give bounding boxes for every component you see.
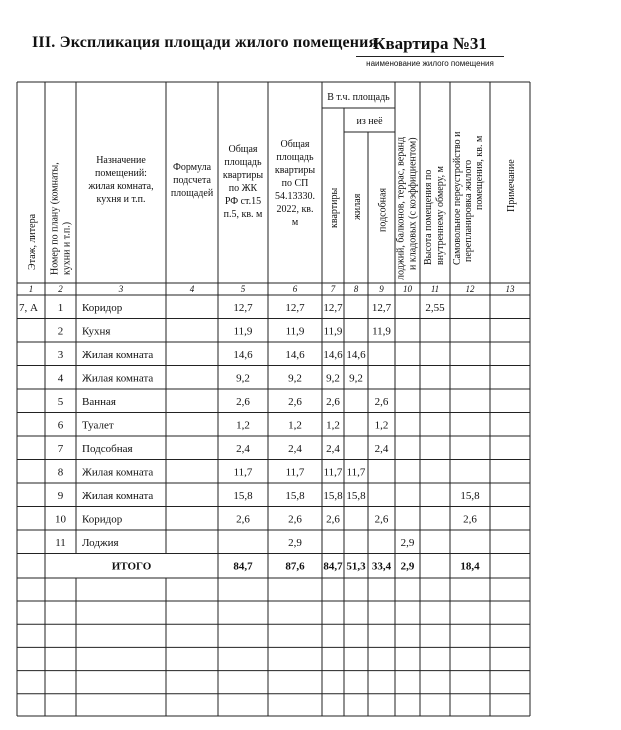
room-name: Ванная xyxy=(82,396,116,408)
cell-value: 14,6 xyxy=(285,349,305,361)
cell-value: 5 xyxy=(57,396,64,408)
header-purpose: кухня и т.п. xyxy=(96,194,146,205)
cell-value: 12,7 xyxy=(323,302,343,314)
header-apartments: квартиры xyxy=(329,187,340,228)
cell-value: 2,6 xyxy=(288,396,302,408)
cell-value: 15,8 xyxy=(323,490,343,502)
cell-value: 12,7 xyxy=(233,302,253,314)
header-room-no: Номер по плану (комнаты, xyxy=(49,162,61,275)
header-auxiliary: подсобная xyxy=(377,187,389,232)
header-area-zk: РФ ст.15 xyxy=(224,196,262,207)
header-area-sp: 54.13330. xyxy=(275,191,315,202)
header-area-zk: по ЖК xyxy=(228,183,258,194)
column-number: 5 xyxy=(240,284,246,294)
header-formula: подсчета xyxy=(173,175,211,186)
header-formula: Формула xyxy=(172,162,212,173)
cell-value: 2,9 xyxy=(288,537,302,549)
cell-value: 14,6 xyxy=(323,349,343,361)
column-number: 8 xyxy=(353,284,359,294)
header-self-built: помещения, кв. м xyxy=(474,135,485,210)
header-area-zk: площадь xyxy=(224,157,262,168)
cell-value: 7 xyxy=(57,443,64,455)
cell-value: 15,8 xyxy=(233,490,253,502)
cell-value: 1,2 xyxy=(288,419,302,432)
cell-value: 9,2 xyxy=(349,372,363,385)
header-area-sp: площадь xyxy=(276,152,314,163)
header-area-zk: Общая xyxy=(228,144,258,155)
header-self-built: перепланировка жилого xyxy=(463,159,474,262)
cell-value: 11,7 xyxy=(233,466,253,479)
header-purpose: помещений: xyxy=(95,168,147,179)
cell-value: 9,2 xyxy=(288,372,302,385)
header-height: Высота помещения по xyxy=(423,169,434,265)
room-name: Подсобная xyxy=(82,443,133,455)
cell-value: 9,2 xyxy=(236,372,250,385)
cell-value: 1 xyxy=(57,302,64,314)
column-number: 4 xyxy=(189,284,195,294)
total-value: 84,7 xyxy=(233,560,253,573)
cell-value: 14,6 xyxy=(346,349,366,361)
column-numbers xyxy=(29,284,515,294)
room-name: Кухня xyxy=(82,325,111,338)
cell-value: 1,2 xyxy=(326,419,340,432)
cell-value: 9 xyxy=(57,490,64,502)
room-name: Жилая комната xyxy=(82,490,154,502)
total-value: 87,6 xyxy=(285,560,305,573)
column-number: 10 xyxy=(403,284,412,294)
cell-value: 2,4 xyxy=(288,443,302,455)
cell-value: 12,7 xyxy=(285,302,305,314)
cell-value: 2,6 xyxy=(374,396,389,408)
document-title: III. Экспликация площади жилого помещения xyxy=(32,34,378,51)
header-purpose: жилая комната, xyxy=(88,181,154,192)
table-body xyxy=(19,302,480,573)
cell-value: 11 xyxy=(55,537,66,549)
room-name: Лоджия xyxy=(82,537,119,549)
header-purpose: Назначение xyxy=(96,155,146,166)
header-loggias: и кладовых (с коэффициентом) xyxy=(407,137,419,270)
cell-value: 2,6 xyxy=(236,396,250,408)
cell-value: 14,6 xyxy=(233,349,253,361)
cell-value: 12,7 xyxy=(371,302,392,314)
cell-value: 2,6 xyxy=(374,513,389,526)
header-area-sp: квартиры xyxy=(274,165,316,176)
header-self-built: Самовольное переустройство и xyxy=(452,131,463,265)
cell-value: 4 xyxy=(57,372,64,385)
header-note: Примечание xyxy=(506,159,517,212)
header-area-sp: м xyxy=(291,217,299,228)
column-number: 12 xyxy=(465,284,475,294)
header-area-zk: квартиры xyxy=(222,170,264,181)
cell-value: 2,4 xyxy=(236,443,250,455)
header-area-sp: Общая xyxy=(280,139,310,150)
header-area-sp: по СП xyxy=(281,178,309,189)
cell-value: 9,2 xyxy=(326,372,340,385)
header-loggias: лоджий, балконов, террас, веранд xyxy=(395,136,407,280)
cell-value: 15,8 xyxy=(285,490,305,502)
cell-value: 3 xyxy=(57,349,64,361)
cell-value: 11,9 xyxy=(372,325,391,338)
cell-value: 11,9 xyxy=(285,325,305,338)
total-value: 84,7 xyxy=(323,560,343,573)
cell-value: 1,2 xyxy=(374,419,389,432)
room-name: Жилая комната xyxy=(82,372,154,385)
total-value: 33,4 xyxy=(371,560,392,573)
room-name: Жилая комната xyxy=(82,466,154,479)
cell-value: 2,9 xyxy=(400,537,415,549)
column-number: 2 xyxy=(58,284,63,294)
cell-value: 2,6 xyxy=(326,396,340,408)
cell-value: 2,6 xyxy=(463,513,477,526)
column-number: 1 xyxy=(28,284,34,294)
cell-value: 15,8 xyxy=(460,490,480,502)
header-living: жилая xyxy=(352,193,363,220)
cell-value: 2,55 xyxy=(425,302,445,314)
cell-value: 15,8 xyxy=(346,490,366,502)
header-area-zk: п.5, кв. м xyxy=(223,209,263,220)
apartment-caption: наименование жилого помещения xyxy=(366,59,494,68)
cell-value: 1,2 xyxy=(236,419,250,432)
header-floor: Этаж, литера xyxy=(27,213,38,270)
cell-value: 10 xyxy=(55,513,66,526)
column-number: 13 xyxy=(505,284,515,294)
header-incl: В т.ч. площадь xyxy=(327,92,390,103)
cell-value: 2,6 xyxy=(326,513,340,526)
column-number: 9 xyxy=(379,284,384,294)
cell-value: 6 xyxy=(57,419,64,432)
cell-value: 2 xyxy=(57,325,64,338)
floor-value: 7, А xyxy=(19,302,38,314)
column-number: 6 xyxy=(292,284,298,294)
cell-value: 8 xyxy=(57,466,64,479)
room-name: Коридор xyxy=(82,302,123,314)
table-headers xyxy=(27,92,517,280)
cell-value: 2,4 xyxy=(326,443,340,455)
header-of-it: из неё xyxy=(356,116,383,127)
apartment-title: Квартира №31 xyxy=(356,34,504,57)
cell-value: 11,7 xyxy=(346,466,366,479)
column-number: 11 xyxy=(430,284,440,294)
cell-value: 2,6 xyxy=(236,513,250,526)
column-number: 7 xyxy=(330,284,336,294)
cell-value: 11,7 xyxy=(285,466,305,479)
header-room-no: кухни и т.п.) xyxy=(61,221,73,275)
cell-value: 11,9 xyxy=(323,325,343,338)
header-height: внутреннему обмеру, м xyxy=(435,166,446,265)
column-number: 3 xyxy=(118,284,124,294)
cell-value: 2,6 xyxy=(288,513,302,526)
total-label: ИТОГО xyxy=(111,560,152,573)
total-value: 2,9 xyxy=(400,560,415,573)
cell-value: 2,4 xyxy=(374,443,389,455)
cell-value: 11,9 xyxy=(233,325,253,338)
total-value: 51,3 xyxy=(346,560,366,573)
cell-value: 11,7 xyxy=(323,466,343,479)
room-name: Туалет xyxy=(82,419,114,432)
header-area-sp: 2022, кв. xyxy=(276,204,314,215)
room-name: Жилая комната xyxy=(82,349,154,361)
total-value: 18,4 xyxy=(460,560,480,573)
room-name: Коридор xyxy=(82,513,123,526)
header-formula: площадей xyxy=(170,188,214,199)
